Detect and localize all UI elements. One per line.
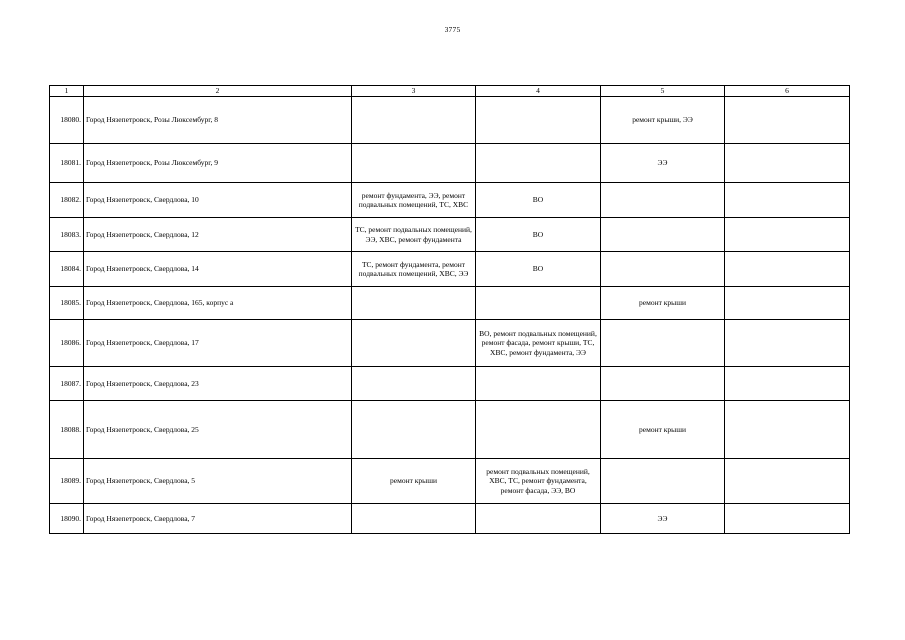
work-cell-col4: ремонт подвальных помещений, ХВС, ТС, ремонт фундамента, ремонт фасада, ЭЭ, ВО: [476, 459, 601, 504]
row-number: 18090.: [50, 504, 84, 534]
table-row: [50, 97, 850, 144]
table-row: [50, 183, 850, 218]
work-cell-col3: [352, 367, 476, 401]
work-cell-col4: [476, 97, 601, 144]
address-cell: Город Нязепетровск, Свердлова, 17: [84, 320, 352, 367]
table-row: [50, 287, 850, 320]
work-cell-col6: [725, 459, 850, 504]
table-row: [50, 320, 850, 367]
work-cell-col3: ремонт фундамента, ЭЭ, ремонт подвальных помещений, ТС, ХВС: [352, 183, 476, 218]
work-cell-col4: [476, 401, 601, 459]
work-cell-col5: ремонт крыши: [601, 401, 725, 459]
table-row: [50, 504, 850, 534]
column-header: 6: [725, 86, 850, 97]
table-row: [50, 367, 850, 401]
work-cell-col4: ВО: [476, 183, 601, 218]
work-cell-col6: [725, 144, 850, 183]
work-cell-col5: [601, 367, 725, 401]
work-cell-col5: [601, 183, 725, 218]
work-cell-col5: ЭЭ: [601, 504, 725, 534]
work-cell-col3: [352, 287, 476, 320]
page-number: 3775: [444, 25, 461, 34]
header-row: [50, 86, 850, 97]
address-cell: Город Нязепетровск, Свердлова, 7: [84, 504, 352, 534]
address-cell: Город Нязепетровск, Свердлова, 23: [84, 367, 352, 401]
work-cell-col5: [601, 252, 725, 287]
work-cell-col3: ТС, ремонт фундамента, ремонт подвальных помещений, ХВС, ЭЭ: [352, 252, 476, 287]
work-cell-col4: [476, 367, 601, 401]
work-cell-col5: [601, 218, 725, 252]
work-cell-col6: [725, 320, 850, 367]
address-cell: Город Нязепетровск, Свердлова, 5: [84, 459, 352, 504]
address-cell: Город Нязепетровск, Свердлова, 14: [84, 252, 352, 287]
work-cell-col6: [725, 504, 850, 534]
work-cell-col3: ТС, ремонт подвальных помещений, ЭЭ, ХВС, ремонт фундамента: [352, 218, 476, 252]
row-number: 18085.: [50, 287, 84, 320]
work-cell-col5: [601, 320, 725, 367]
work-cell-col4: ВО, ремонт подвальных помещений, ремонт фасада, ремонт крыши, ТС, ХВС, ремонт фундамента, ЭЭ: [476, 320, 601, 367]
row-number: 18082.: [50, 183, 84, 218]
work-cell-col6: [725, 367, 850, 401]
registry-table: [49, 85, 850, 534]
column-header: 1: [50, 86, 84, 97]
work-cell-col5: [601, 459, 725, 504]
table-row: [50, 459, 850, 504]
work-cell-col3: [352, 320, 476, 367]
address-cell: Город Нязепетровск, Свердлова, 12: [84, 218, 352, 252]
row-number: 18087.: [50, 367, 84, 401]
address-cell: Город Нязепетровск, Свердлова, 10: [84, 183, 352, 218]
column-header: 2: [84, 86, 352, 97]
table-row: [50, 144, 850, 183]
column-header: 4: [476, 86, 601, 97]
address-cell: Город Нязепетровск, Розы Люксембург, 8: [84, 97, 352, 144]
row-number: 18084.: [50, 252, 84, 287]
work-cell-col4: [476, 504, 601, 534]
row-number: 18080.: [50, 97, 84, 144]
work-cell-col5: ремонт крыши: [601, 287, 725, 320]
work-cell-col6: [725, 287, 850, 320]
address-cell: Город Нязепетровск, Розы Люксембург, 9: [84, 144, 352, 183]
row-number: 18086.: [50, 320, 84, 367]
address-cell: Город Нязепетровск, Свердлова, 165, корпус а: [84, 287, 352, 320]
work-cell-col3: [352, 97, 476, 144]
row-number: 18089.: [50, 459, 84, 504]
column-header: 5: [601, 86, 725, 97]
work-cell-col3: [352, 144, 476, 183]
work-cell-col6: [725, 183, 850, 218]
row-number: 18081.: [50, 144, 84, 183]
work-cell-col4: ВО: [476, 218, 601, 252]
work-cell-col3: [352, 401, 476, 459]
work-cell-col5: ремонт крыши, ЭЭ: [601, 97, 725, 144]
address-cell: Город Нязепетровск, Свердлова, 25: [84, 401, 352, 459]
work-cell-col4: [476, 287, 601, 320]
row-number: 18083.: [50, 218, 84, 252]
work-cell-col6: [725, 401, 850, 459]
row-number: 18088.: [50, 401, 84, 459]
table-row: [50, 401, 850, 459]
work-cell-col6: [725, 252, 850, 287]
work-cell-col4: ВО: [476, 252, 601, 287]
work-cell-col3: ремонт крыши: [352, 459, 476, 504]
table-row: [50, 252, 850, 287]
work-cell-col3: [352, 504, 476, 534]
column-header: 3: [352, 86, 476, 97]
work-cell-col5: ЭЭ: [601, 144, 725, 183]
work-cell-col6: [725, 97, 850, 144]
table-row: [50, 218, 850, 252]
work-cell-col6: [725, 218, 850, 252]
work-cell-col4: [476, 144, 601, 183]
